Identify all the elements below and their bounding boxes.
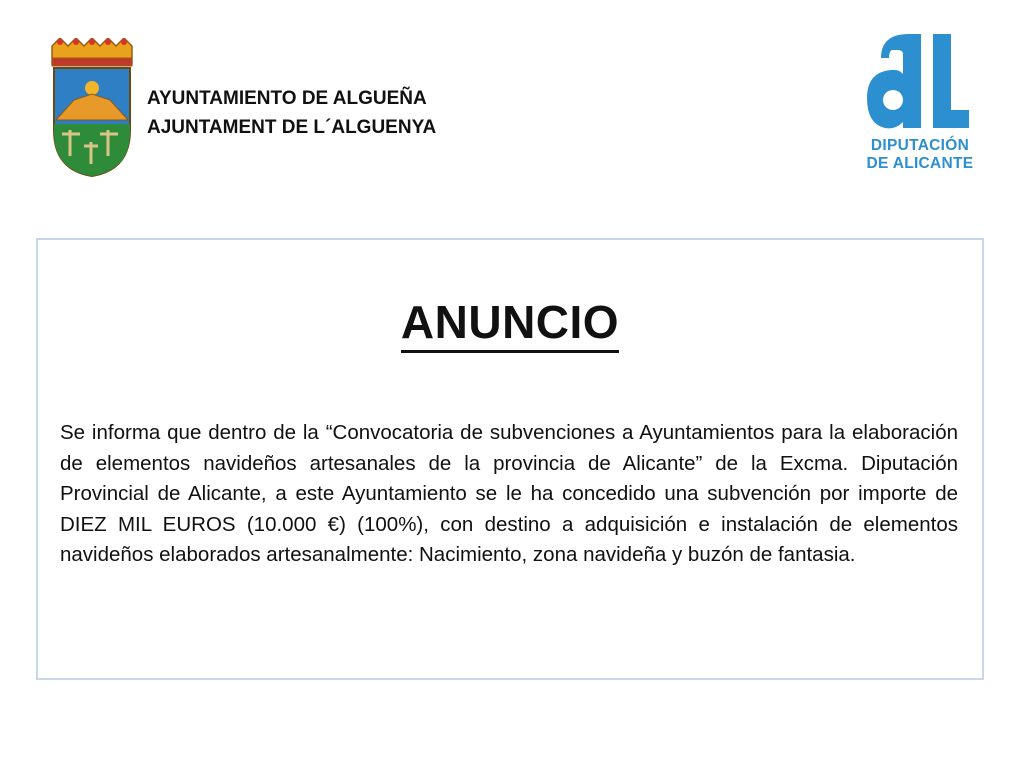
notice-title-text: ANUNCIO <box>401 296 619 353</box>
notice-title <box>38 296 982 348</box>
coat-of-arms-icon <box>46 38 138 178</box>
municipality-name-va: AJUNTAMENT DE L´ALGUENYA <box>147 117 437 138</box>
diputacion-label-line1: DIPUTACIÓN <box>870 137 970 154</box>
notice-box <box>36 238 984 680</box>
diputacion-mark-icon <box>863 28 973 138</box>
municipality-name-es: AYUNTAMIENTO DE ALGUEÑA <box>147 88 427 109</box>
notice-body: Se informa que dentro de la “Convocatoria de subvenciones a Ayuntamientos para la elaboración de elementos navideños artesanales de la provincia de Alicante” de la Excma. Diputación Provincial de Alicante, a este Ayuntamiento se le ha concedido una subvención por importe de DIEZ MIL EUROS (10.000 €) (100%), con destino a adquisición e instalación de elementos navideños elaborados artesanalmente: Nacimiento, zona navideña y buzón de fantasia. <box>60 421 958 567</box>
diputacion-label <box>855 137 985 173</box>
diputacion-alicante-logo <box>855 28 985 180</box>
diputacion-label-line2: DE ALICANTE <box>866 155 974 172</box>
header <box>0 0 1024 200</box>
municipality-name <box>147 84 436 142</box>
